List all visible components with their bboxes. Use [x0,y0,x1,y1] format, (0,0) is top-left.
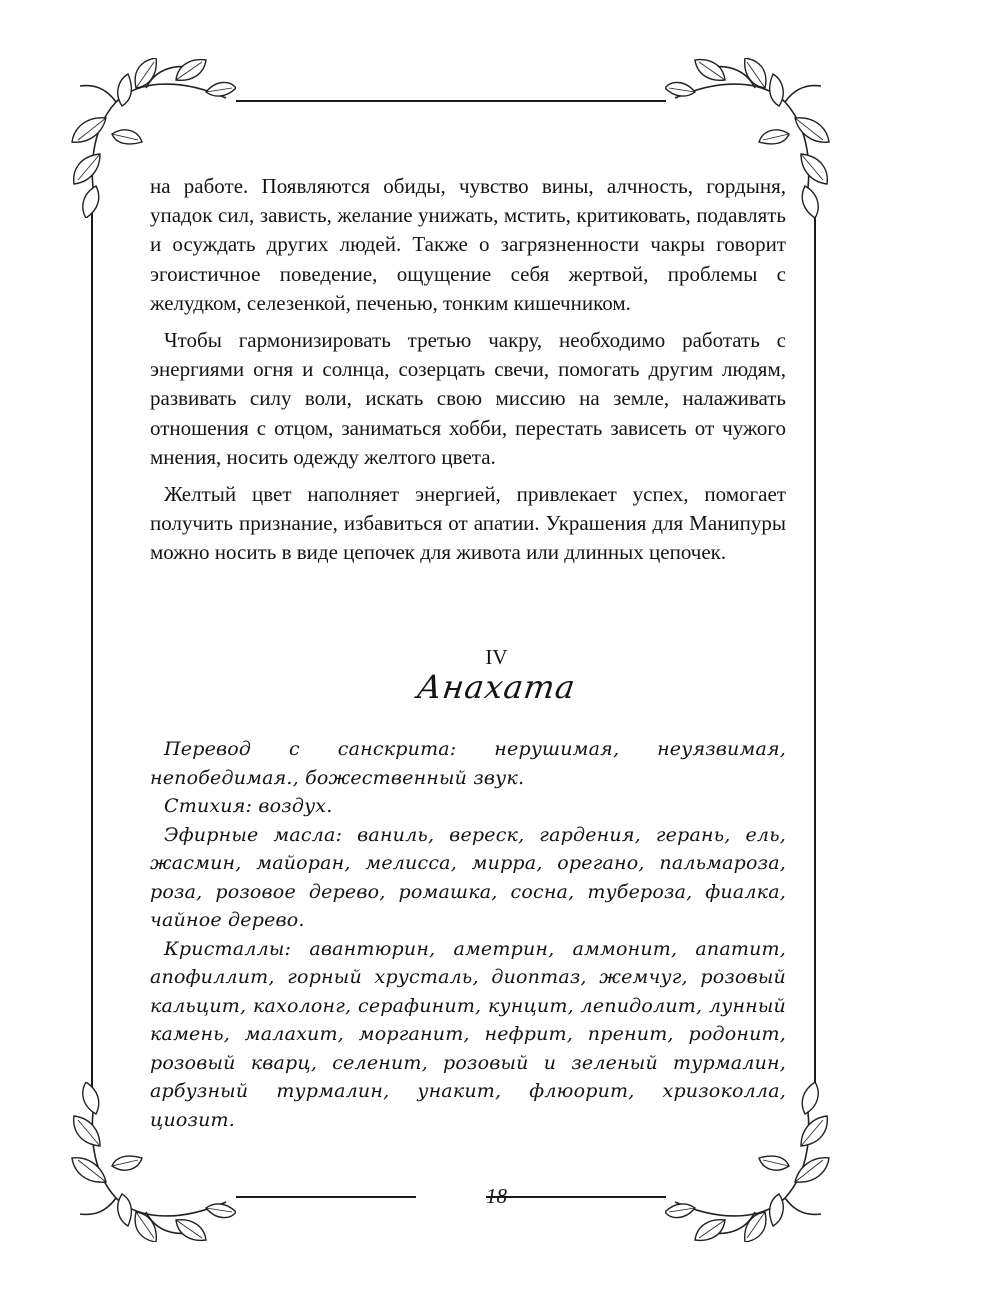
chapter-title: Анахата [414,668,579,706]
oils-line: Эфирные масла: ваниль, вереск, гардения, герань, ель, жасмин, майоран, мелисса, мирра, орегано, пальмароза, роза, розовое дерево, ромашка, сосна, тубероза, фиалка, чайное дерево. [150,823,786,931]
chakra-properties [150,735,786,1134]
crystals-line: Кристаллы: авантюрин, аметрин, аммонит, апатит, апофиллит, горный хрусталь, диоптаз, жемчуг, розовый кальцит, кахолонг, серафинит, кунцит, лепидолит, лунный камень, малахит, морганит, нефрит, пренит, родонит, розовый кварц, селенит, розовый и зеленый турмалин, арбузный турмалин, унакит, флюорит, хризоколла, циозит. [150,937,786,1131]
paragraph-3: Желтый цвет наполняет энергией, привлекает успех, помогает получить признание, избавиться от апатии. Украшения для Манипуры можно носить в виде цепочек для живота или длинных цепочек. [150,482,786,565]
page-number: 18 [486,1184,507,1208]
paragraph-2: Чтобы гармонизировать третью чакру, необходимо работать с энергиями огня и солнца, созерцать свечи, помогать другим людям, развивать силу воли, искать свою миссию на земле, налаживать отношения с отцом, заниматься хобби, перестать зависеть от чужого мнения, носить одежду желтого цвета. [150,328,786,469]
translation-line: Перевод с санскрита: нерушимая, неуязвимая, непобедимая., божественный звук. [150,738,786,789]
chapter-number: IV [485,645,508,669]
top-rule [236,100,666,102]
body-text [150,172,786,576]
paragraph-1: на работе. Появляются обиды, чувство вины, алчность, гордыня, упадок сил, зависть, желание унижать, мстить, критиковать, подавлять и осуждать других людей. Также о загрязненности чакры говорит эгоистичное поведение, ощущение себя жертвой, проблемы с желудком, селезенкой, печенью, тонким кишечником. [150,174,786,315]
element-line: Стихия: воздух. [164,795,333,817]
